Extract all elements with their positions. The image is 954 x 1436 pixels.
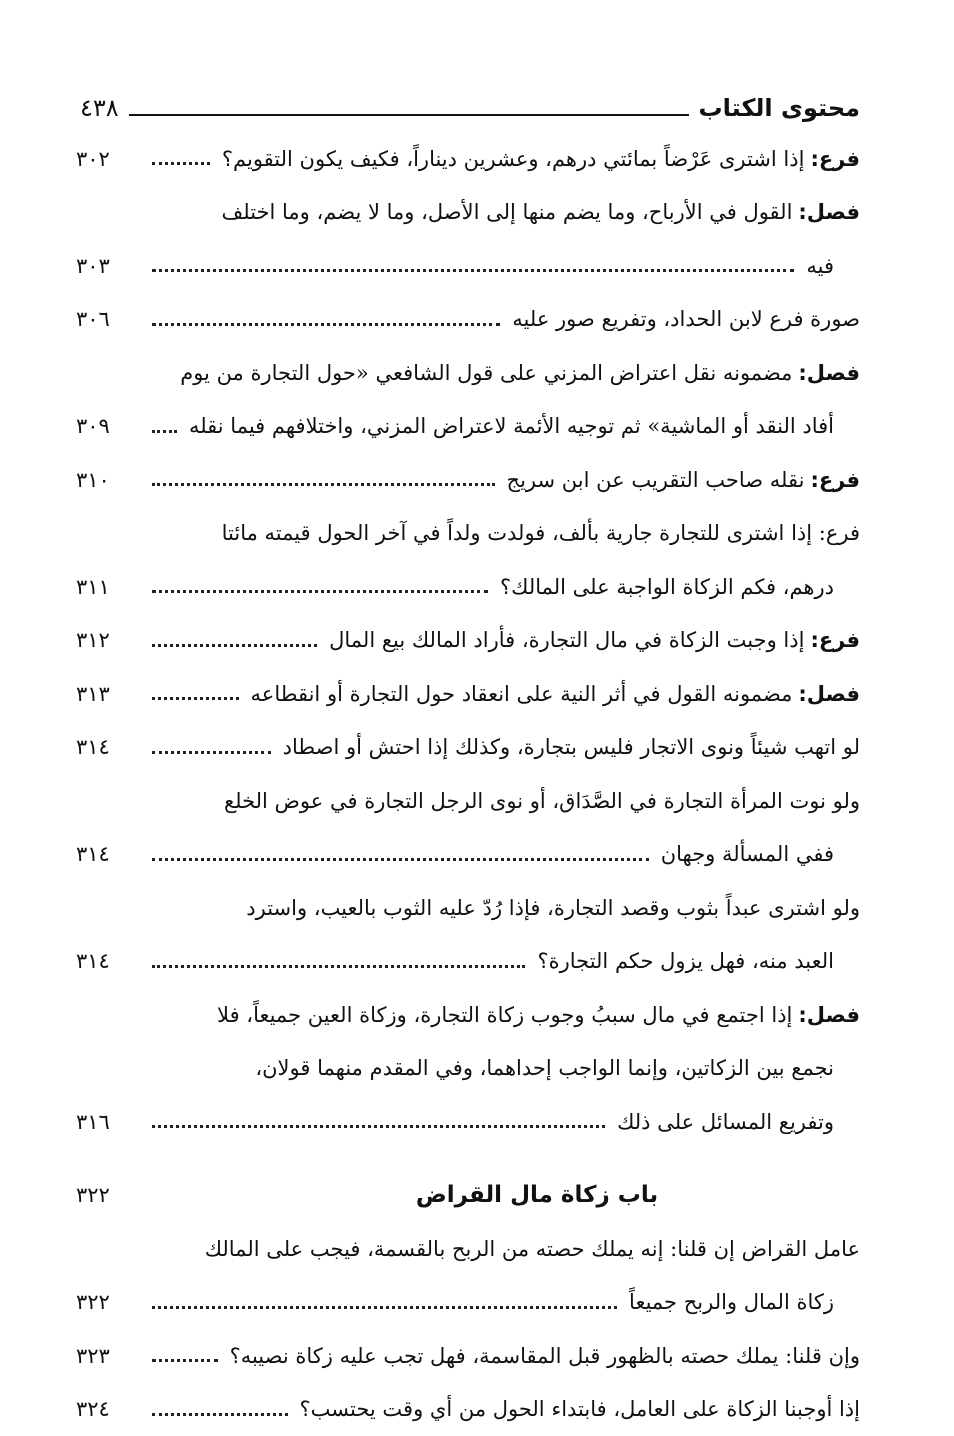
leader-dots <box>152 751 271 754</box>
entry-text: إذا اشترى عَرْضاً بمائتي درهم، وعشرين ديناراً، فكيف يكون التقويم؟ <box>222 147 805 171</box>
leader-dots <box>152 1359 218 1362</box>
entry-text: صورة فرع لابن الحداد، وتفريع صور عليه <box>512 307 860 331</box>
toc-entry <box>76 881 860 935</box>
entry-text: عامل القراض إن قلنا: إنه يملك حصته من الربح بالقسمة، فيجب على المالك <box>205 1237 860 1261</box>
toc-entry-continuation <box>76 1095 860 1149</box>
leader-dots <box>152 858 649 861</box>
entry-page: ٣١٣ <box>76 682 134 706</box>
entry-text: لو اتهب شيئاً ونوى الاتجار فليس بتجارة، وكذلك إذا احتش أو اصطاد <box>283 735 860 759</box>
section-page: ٣٢٢ <box>76 1183 134 1207</box>
leader-dots <box>152 1413 288 1416</box>
entry-page: ٣١٤ <box>76 949 134 973</box>
section-title: باب زكاة مال القراض <box>134 1182 860 1208</box>
leader-dots <box>152 697 239 700</box>
entry-label: فرع: <box>810 468 860 492</box>
entry-text: ففي المسألة وجهان <box>661 842 834 866</box>
entry-text: وتفريع المسائل على ذلك <box>617 1110 834 1134</box>
leader-dots <box>152 590 488 593</box>
entry-text: القول في الأرباح، وما يضم منها إلى الأصل، وما لا يضم، وما اختلف <box>222 200 793 224</box>
entry-text: العبد منه، فهل يزول حكم التجارة؟ <box>537 949 834 973</box>
toc-entry <box>76 721 860 775</box>
entry-text: إذا وجبت الزكاة في مال التجارة، فأراد المالك بيع المال <box>329 628 804 652</box>
leader-dots <box>152 1125 605 1128</box>
entry-text: نقله صاحب التقريب عن ابن سريج <box>507 468 805 492</box>
entry-page: ٣٠٣ <box>76 254 134 278</box>
page-header <box>80 86 860 120</box>
toc-entry <box>76 1222 860 1276</box>
leader-dots <box>152 965 525 968</box>
leader-dots <box>152 1306 617 1309</box>
toc-entry <box>76 132 860 186</box>
toc-entry <box>76 774 860 828</box>
toc-entry <box>76 293 860 347</box>
entry-label: فرع: <box>810 628 860 652</box>
entry-label: فصل: <box>798 1003 860 1027</box>
entry-text: فيه <box>806 254 834 278</box>
page-number: ٤٣٨ <box>80 96 119 120</box>
toc-entry-continuation <box>76 828 860 882</box>
entry-page: ٣١٠ <box>76 468 134 492</box>
entry-text: درهم، فكم الزكاة الواجبة على المالك؟ <box>500 575 834 599</box>
toc-entry <box>76 346 860 400</box>
entry-text: مضمونه نقل اعتراض المزني على قول الشافعي «حول التجارة من يوم <box>180 361 792 385</box>
section-heading <box>76 1169 860 1223</box>
toc-entry <box>76 1383 860 1436</box>
toc-entry-continuation <box>76 400 860 454</box>
table-of-contents <box>76 132 860 1436</box>
entry-text: ولو اشترى عبداً بثوب وقصد التجارة، فإذا رُدّ عليه الثوب بالعيب، واسترد <box>246 896 860 920</box>
toc-entry <box>76 453 860 507</box>
entry-label: فرع: <box>810 147 860 171</box>
entry-text: ولو نوت المرأة التجارة في الصَّدَاق، أو نوى الرجل التجارة في عوض الخلع <box>224 789 860 813</box>
leader-dots <box>152 430 177 433</box>
entry-page: ٣٠٩ <box>76 414 134 438</box>
toc-entry-continuation <box>76 239 860 293</box>
entry-text: إذا اجتمع في مال سببُ وجوب زكاة التجارة، وزكاة العين جميعاً، فلا <box>217 1003 792 1027</box>
entry-page: ٣٠٢ <box>76 147 134 171</box>
entry-page: ٣٠٦ <box>76 307 134 331</box>
entry-page: ٣١١ <box>76 575 134 599</box>
entry-label: فصل: <box>798 200 860 224</box>
leader-dots <box>152 483 495 486</box>
entry-text: مضمونه القول في أثر النية على انعقاد حول التجارة أو انقطاعه <box>251 682 793 706</box>
toc-entry <box>76 1329 860 1383</box>
toc-entry <box>76 614 860 668</box>
entry-text: زكاة المال والربح جميعاً <box>629 1290 834 1314</box>
entry-page: ٣١٦ <box>76 1110 134 1134</box>
leader-dots <box>152 162 210 165</box>
leader-dots <box>152 323 500 326</box>
entry-text: وإن قلنا: يملك حصته بالظهور قبل المقاسمة، فهل تجب عليه زكاة نصيبه؟ <box>230 1344 860 1368</box>
entry-page: ٣١٤ <box>76 842 134 866</box>
entry-page: ٣١٢ <box>76 628 134 652</box>
leader-dots <box>152 644 317 647</box>
toc-entry-continuation <box>76 935 860 989</box>
toc-entry <box>76 988 860 1042</box>
entry-text: أفاد النقد أو الماشية» ثم توجيه الأئمة لاعتراض المزني، واختلافهم فيما نقله <box>189 414 834 438</box>
toc-entry <box>76 507 860 561</box>
entry-page: ٣١٤ <box>76 735 134 759</box>
header-rule <box>129 114 689 116</box>
entry-label: فصل: <box>798 361 860 385</box>
entry-page: ٣٢٣ <box>76 1344 134 1368</box>
entry-page: ٣٢٢ <box>76 1290 134 1314</box>
leader-dots <box>152 269 794 272</box>
toc-entry-continuation <box>76 1042 860 1096</box>
entry-text: نجمع بين الزكاتين، وإنما الواجب إحداهما، وفي المقدم منهما قولان، <box>255 1056 834 1080</box>
entry-text: فرع: إذا اشترى للتجارة جارية بألف، فولدت ولداً في آخر الحول قيمته مائتا <box>222 521 860 545</box>
toc-entry <box>76 186 860 240</box>
toc-entry-continuation <box>76 1276 860 1330</box>
entry-page: ٣٢٤ <box>76 1397 134 1421</box>
toc-entry <box>76 667 860 721</box>
toc-entry-continuation <box>76 560 860 614</box>
entry-label: فصل: <box>798 682 860 706</box>
running-title: محتوى الكتاب <box>699 96 860 120</box>
entry-text: إذا أوجبنا الزكاة على العامل، فابتداء الحول من أي وقت يحتسب؟ <box>300 1397 861 1421</box>
